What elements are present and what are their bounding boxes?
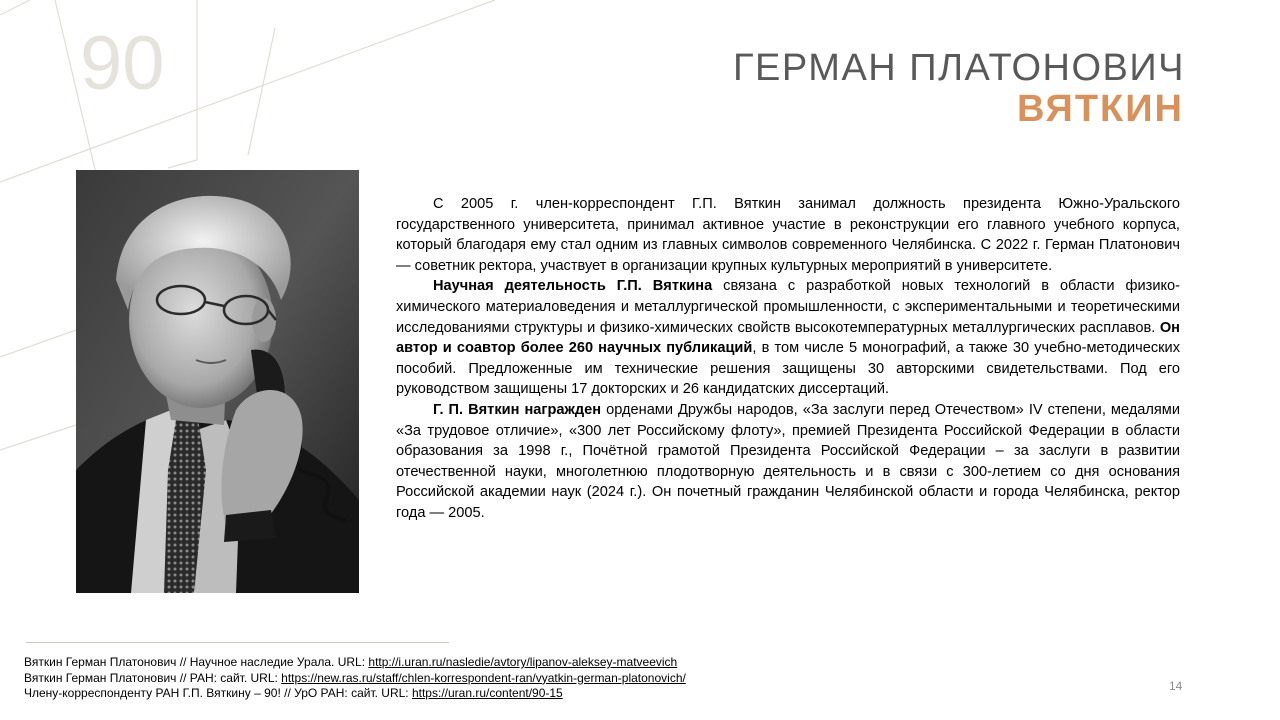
science-lead: Научная деятельность Г.П. Вяткина — [433, 278, 713, 295]
paragraph-awards: Г. П. Вяткин награжден орденами Дружбы народов, «За заслуги перед Отечеством» IV степени, медалями «За трудовое отличие», «300 лет Российскому флоту», премией Президента Российской Федерации в области образования за 1998 г., Почётной грамотой Президента Российской Федерации – за заслуги в развитии отечественной науки, многолетнюю плодотворную деятельность и в связи с 300-летием со дня основания Российской академии наук (2024 г.). Он почетный гражданин Челябинской области и города Челябинска, ректор года — 2005. — [396, 401, 1180, 521]
reference-link-uro-ran[interactable]: https://uran.ru/content/90-15 — [411, 686, 563, 701]
reference-item: Вяткин Герман Платонович // Научное наследие Урала. URL: http://i.uran.ru/nasledie/avtory/lipanov-aleksey-matveevich — [24, 655, 678, 669]
reference-link-ras[interactable]: https://new.ras.ru/staff/chlen-korrespondent-ran/vyatkin-german-platonovich/ — [281, 670, 686, 685]
reference-link-uran-nasledie[interactable]: http://i.uran.ru/nasledie/avtory/lipanov-aleksey-matveevich — [368, 655, 678, 669]
person-first-names: ГЕРМАН ПЛАТОНОВИЧ — [732, 47, 1185, 89]
reference-item: Вяткин Герман Платонович // РАН: сайт. URL: https://new.ras.ru/staff/chlen-korrespondent-ran/vyatkin-german-platonovich/ — [24, 670, 686, 685]
reference-item: Члену-корреспонденту РАН Г.П. Вяткину – 90! // УрО РАН: сайт. URL: https://uran.ru/content/90-15 — [24, 686, 563, 701]
page-number: 14 — [1169, 679, 1183, 693]
portrait-photo — [76, 170, 359, 593]
paragraph-presidency: С 2005 г. член-корреспондент Г.П. Вяткин занимал должность президента Южно-Уральского государственного университета, принимал активное участие в реконструкции его главного учебного корпуса, который благодаря ему стал одним из главных символов современного Челябинска. С 2022 г. Герман Платонович — советник ректора, участвует в организации крупных культурных мероприятий в университете. — [396, 196, 1180, 274]
footer-divider — [26, 642, 449, 643]
paragraph-science: Научная деятельность Г.П. Вяткина связана с разработкой новых технологий в области физико-химического материаловедения и металлургической промышленности, с экспериментальными и теоретическими исследованиями структуры и физико-химических свойств высокотемпературных металлургических расплавов. Он автор и соавтор более 260 научных публикаций, в том числе 5 монографий, а также 30 учебно-методических пособий. Предложенные им технические решения защищены 30 авторскими свидетельствами. Под его руководством защищены 17 докторских и 26 кандидатских диссертаций. — [396, 278, 1181, 398]
anniversary-number: 90 — [80, 21, 165, 106]
person-last-name: ВЯТКИН — [1017, 88, 1184, 130]
publications-highlight: Он автор и соавтор более 260 научных публикаций — [396, 319, 1180, 357]
references — [24, 655, 686, 702]
biography-text — [396, 194, 1180, 524]
awards-lead: Г. П. Вяткин награжден — [433, 401, 602, 418]
